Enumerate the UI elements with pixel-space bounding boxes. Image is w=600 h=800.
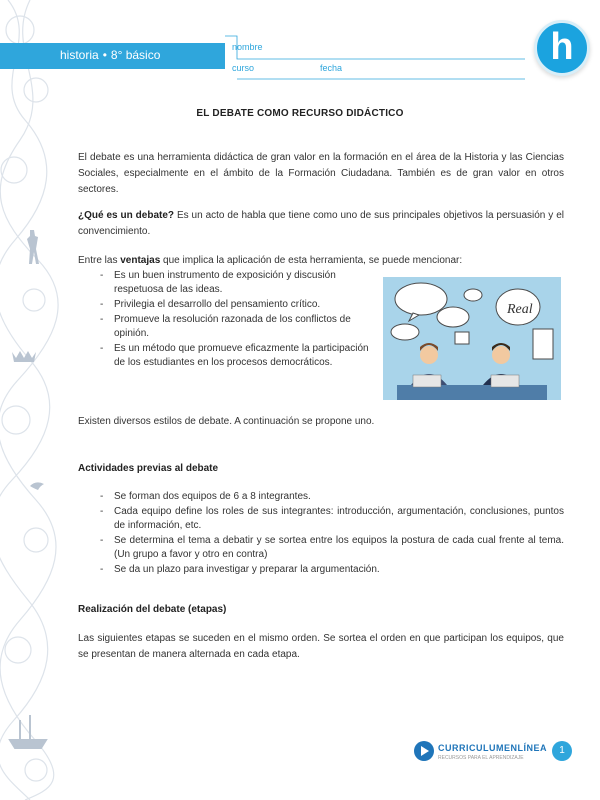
advantages-post: que implica la aplicación de esta herramienta, se puede mencionar:	[160, 255, 463, 266]
list-item: - Es un buen instrumento de exposición y discusión respetuosa de las ideas.	[100, 269, 378, 297]
grade-label: 8° básico	[110, 48, 161, 62]
subject-grade	[60, 48, 160, 62]
definition-paragraph	[78, 208, 564, 240]
course-field-label: curso	[232, 63, 255, 73]
subject-label: historia	[60, 48, 99, 62]
name-field-label: nombre	[232, 42, 263, 52]
page-number: 1	[552, 741, 572, 761]
historia-logo-icon: h	[534, 20, 590, 76]
advantages-list	[100, 269, 378, 371]
debate-illustration	[383, 277, 561, 400]
list-item: - Privilegia el desarrollo del pensamiento crítico.	[100, 298, 378, 312]
margin-decoration	[0, 0, 60, 800]
separator-dot: •	[102, 48, 107, 62]
list-item: - Se determina el tema a debatir y se sortea entre los equipos la postura de cada cual frente al tema. (Un grupo a favor y otro en contra)	[100, 534, 564, 562]
prev-activities-list	[100, 490, 564, 578]
soldier-figure-icon	[27, 230, 39, 264]
realization-heading: Realización del debate (etapas)	[78, 604, 227, 615]
list-item: - Promueve la resolución razonada de los conflictos de opinión.	[100, 313, 378, 341]
footer-brand: CURRICULUMENLÍNEA	[438, 743, 547, 753]
realization-paragraph: Las siguientes etapas se suceden en el mismo orden. Se sortea el orden en que participan los equipos, que se presentan de manera alternada en cada etapa.	[78, 633, 564, 660]
question-bold: ¿Qué es un debate?	[78, 210, 175, 221]
prev-activities-heading: Actividades previas al debate	[78, 463, 219, 474]
question-text: Es un acto de habla que tiene como uno de sus principales objetivos la persuasión y el convencimiento.	[78, 210, 564, 237]
list-item: - Cada equipo define los roles de sus integrantes: introducción, argumentación, conclusiones, puntos de información, etc.	[100, 505, 564, 533]
advantages-bold: ventajas	[120, 255, 161, 266]
date-field-label: fecha	[320, 63, 343, 73]
advantages-pre: Entre las	[78, 255, 121, 266]
list-item: - Es un método que promueve eficazmente la participación de los estudiantes en los procesos democráticos.	[100, 342, 378, 370]
styles-paragraph: Existen diversos estilos de debate. A continuación se propone uno.	[78, 416, 375, 427]
bubble-text: Real	[507, 302, 533, 317]
header-form-lines	[225, 35, 525, 85]
document-title: EL DEBATE COMO RECURSO DIDÁCTICO	[196, 108, 404, 119]
footer-tagline: RECURSOS PARA EL APRENDIZAJE	[438, 755, 524, 761]
bird-icon	[30, 482, 44, 490]
advantages-intro	[78, 253, 564, 269]
intro-paragraph: El debate es una herramienta didáctica de gran valor en la formación en el área de la Historia y las Ciencias Sociales, especialmente en el ámbito de la Formación Ciudadana. También es de gran valor en otros sectores.	[78, 152, 564, 195]
list-item: - Se da un plazo para investigar y preparar la argumentación.	[100, 563, 564, 577]
list-item: - Se forman dos equipos de 6 a 8 integrantes.	[100, 490, 564, 504]
